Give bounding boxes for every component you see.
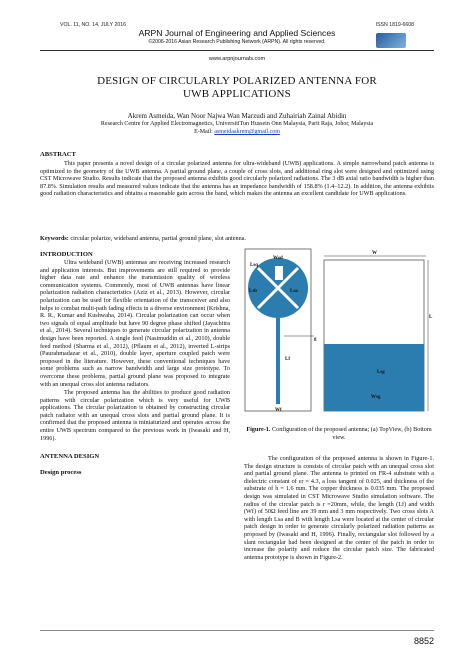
- label-wsd: Wsd: [273, 256, 283, 261]
- figure-caption: [244, 426, 434, 441]
- intro-paragraph-2: The proposed antenna has the abilities to produce good radiation patterns with circular polarization which is very useful for UWB applications. The circular polarization is obtained by constructing circular patch radiator with an unequal cross slots and partial ground plane. It is confirmed that the proposed antenna is miniaturized and operates across the entire UWB spectrum compared to the previous work in (Iwasaki and H, 1996).: [40, 389, 230, 442]
- label-wf: Wf: [275, 408, 282, 413]
- abstract-heading: ABSTRACT: [40, 151, 76, 158]
- config-paragraph: The configuration of the proposed antenna is shown in Figure-1. The design structure is consists of circular patch with an unequal cross slot and partial ground plane. The antenna is printed on FR-4 substrate with a dielectric constant of εr = 4.3, a loss tangent of 0.025, and thickness of the substrate of h = 1.6 mm. The copper thickness is 0.035 mm. The proposed design was simulated in CST Microwave Studio simulation software. The radius of the circular patch is r =20mm, while, the length (Lf) and width (Wf) of 50Ω feed line are 39 mm and 3 mm respectively. Two cross slots A with length Lsa and B with length Lsa were located at the center of circular patch design in order to generate circularly polarized radiation patterns as proposed by (Iwasaki and H, 1996). Finally, rectangular slot followed by a slant rectangular had been designed at the center of the patch in order to increase the polarity and reduce the circular patch size. The fabricated antenna prototype is shown in Figure-2.: [244, 455, 434, 561]
- left-column: [40, 251, 230, 476]
- email-link[interactable]: asmeidaakrem@gmail.com: [214, 129, 280, 135]
- paper-title-line2: UWB APPLICATIONS: [182, 88, 292, 100]
- label-l: L: [429, 315, 433, 320]
- keywords-text: circular polarize, wideband antenna, partial ground plane, slot antenna.: [68, 235, 247, 242]
- abstract-text: This paper presents a novel design of a circular polarized antenna for ultra-wideband (UWB) applications. A simple narrowband patch antenna is optimized to the geometry of the UWB antenna. A partial ground plane, a couple of cross slots, and additional ring slot were designed and optimized using CST Microwave Studio. Results indicate that the proposed antenna exhibits good circularly polarized radiations. The 3 dB axial ratio bandwidth is higher than 87.8%. Simulation results and measured values indicate that the antenna has an impedance bandwidth of 158.8% (1.4–12.2). In addition, the antenna exhibits good radiation characteristics and obtains a reasonable gain across the band, which makes the antenna an excellent candidate for UWB applications.: [40, 160, 434, 198]
- page-number: 8852: [413, 636, 434, 646]
- label-w: W: [372, 251, 377, 256]
- label-lsg: Lsg: [377, 370, 385, 375]
- figure-1: [244, 248, 434, 416]
- label-lsa: Lsa: [290, 289, 298, 294]
- rectangular-slot: [275, 266, 283, 280]
- design-process-subheading: Design process: [40, 469, 82, 477]
- journal-url[interactable]: www.arpnjournals.com: [208, 56, 266, 62]
- paper-title-line1: DESIGN OF CIRCULARLY POLARIZED ANTENNA FOR: [97, 75, 377, 87]
- journal-name: ARPN Journal of Engineering and Applied Sciences: [138, 28, 336, 38]
- keywords-label: Keywords:: [40, 235, 69, 242]
- label-g: g: [314, 337, 317, 342]
- intro-paragraph-1: Ultra wideband (UWB) antennas are receiving increased research and application interests. But improvements are still required to provide higher data rate and enhance the transmission quality of wireless communication systems. Commonly, most of UWB antennas have linear polarization radiation characteristics (Aziz et al., 2013). However, circular polarization can be used for flexible orientation of the transceiver and also helps to combat multi-path fading effects in a diverse environment (Krishna, R. R., Kumar and Kushwaha, 2014). Circular polarization can occur when two signals of equal amplitude but have 90 degree phase shifted (Jayachitra et al., 2014). Several techniques to generate circular polarization in antenna design have been reported. A single feed (Nasimuddin et al., 2010), double feed method (Sharma et al., 2012), (Pflaum et al., 2012), inverted L-strips (Paurahmadazar et al., 2010), double layer, aperture coupled patch were proposed in the literature. However, these conventional techniques have some problems such as narrow bandwidth and large size prototype. To overcome these problems, partial ground plane was proposed to integrate with an unequal cross slot antenna radiators.: [40, 259, 230, 388]
- author-list: Akrem Asmeida, Wan Noor Najwa Wan Marzudi and Zuhairiah Zainal Abidin: [127, 112, 347, 120]
- label-lsq: Lsq: [250, 263, 259, 268]
- arpn-logo-icon: [376, 33, 406, 48]
- partial-ground-plane: [324, 344, 424, 411]
- paper-title: [0, 75, 474, 101]
- antenna-design-heading: ANTENNA DESIGN: [40, 453, 100, 461]
- intro-heading: INTRODUCTION: [40, 251, 93, 258]
- right-column: [244, 455, 434, 561]
- label-lsb: Lsb: [249, 289, 258, 294]
- antenna-figure-svg: [244, 248, 434, 416]
- figure-caption-label: Figure-1.: [246, 426, 271, 433]
- label-wsg: Wsg: [371, 395, 381, 400]
- email-line: [0, 129, 474, 137]
- label-lf: Lf: [285, 357, 290, 362]
- abstract-body: [40, 160, 434, 198]
- keywords-line: [40, 235, 434, 242]
- figure-caption-text: Configuration of the proposed antenna; (a) TopView, (b) Bottom view.: [270, 426, 432, 441]
- issn-info: ISSN 1819-6608: [375, 22, 414, 28]
- email-label: E-Mail:: [194, 129, 215, 135]
- feed-line: [276, 318, 280, 404]
- affiliation: Research Centre for Applied Electromagnetics, UniversitiTun Hussein Onn Malaysia, Parit Raja, Johor, Malaysia: [100, 121, 374, 127]
- volume-info: VOL. 11, NO. 14, JULY 2016: [60, 22, 127, 28]
- copyright-line: ©2006-2016 Asian Research Publishing Network (ARPN). All rights reserved.: [148, 39, 326, 45]
- footer-rule: [40, 630, 434, 631]
- header-rule: [40, 50, 434, 51]
